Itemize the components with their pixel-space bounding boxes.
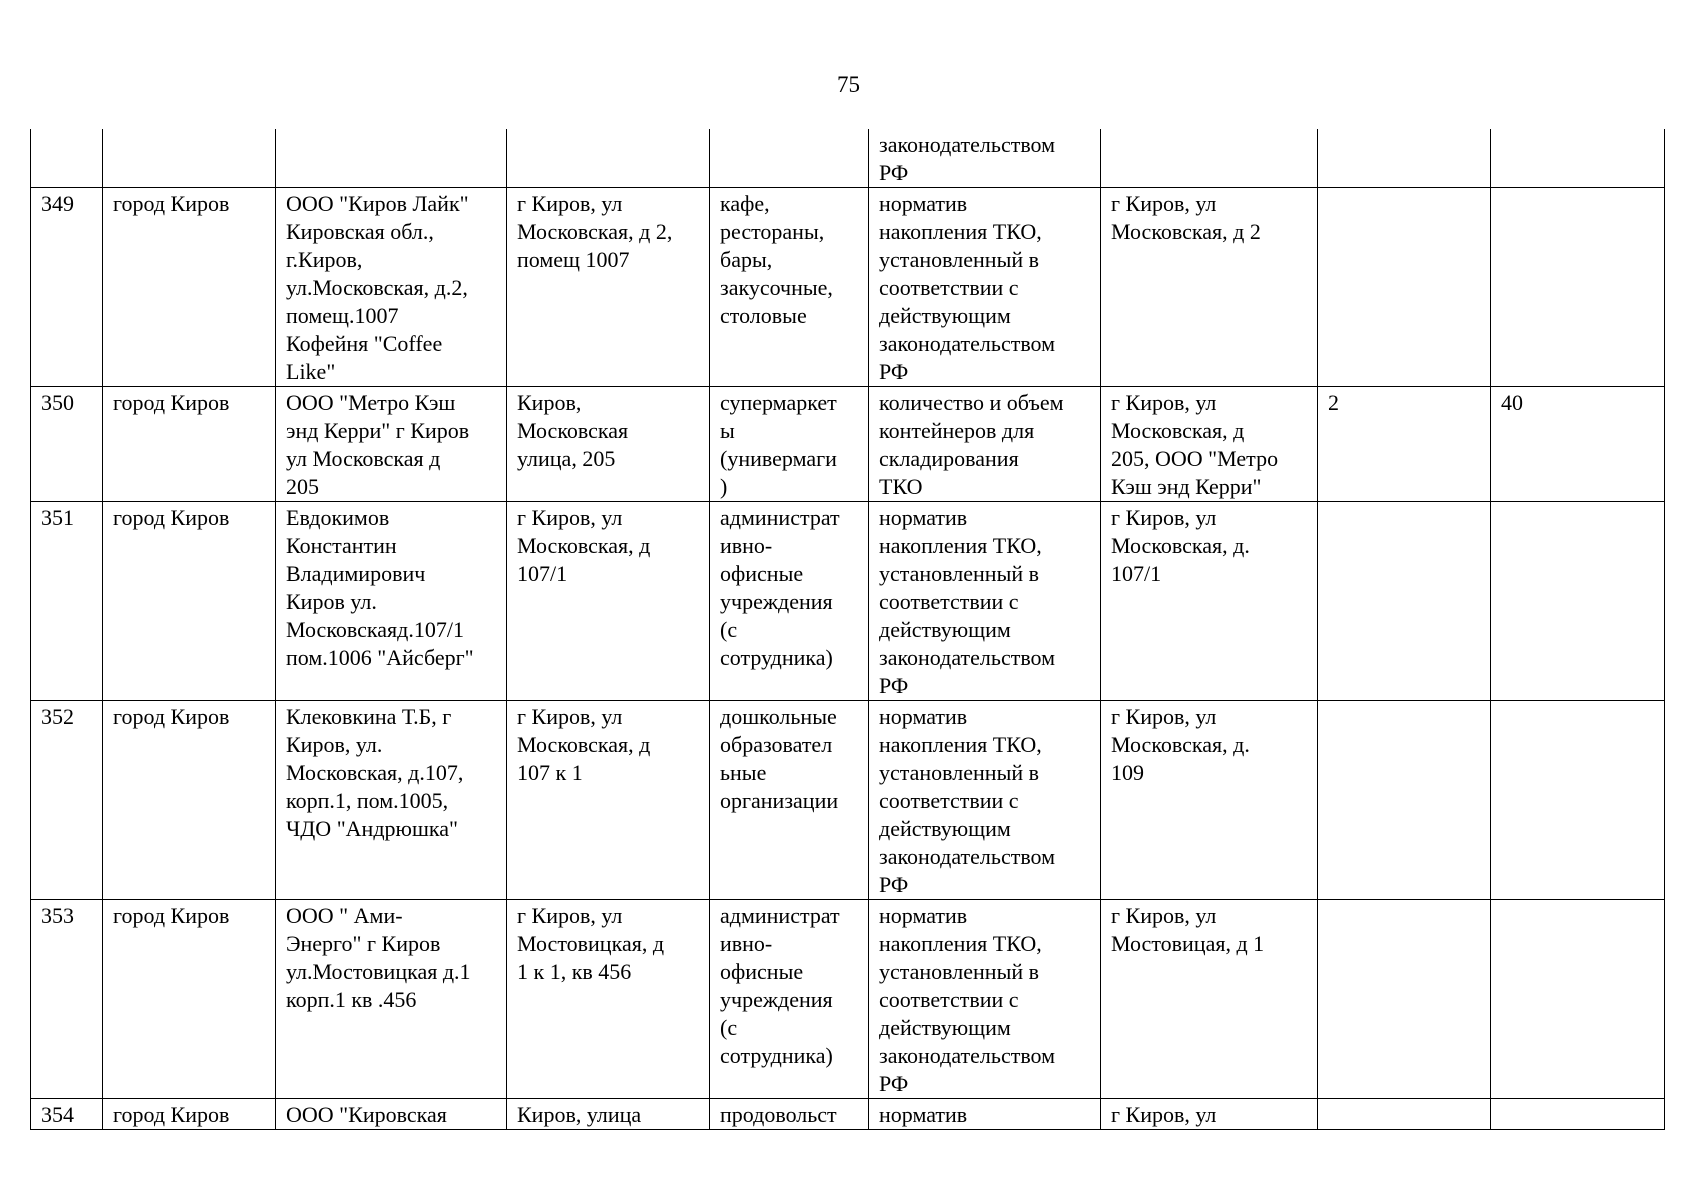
table-row bbox=[31, 701, 1665, 900]
cell-site bbox=[1101, 129, 1318, 188]
cell-method: норматив накопления ТКО, установленный в соответствии с действующим законодательством РФ bbox=[869, 502, 1101, 701]
cell-volume bbox=[1491, 900, 1665, 1099]
cell-site: г Киров, ул Московская, д. 107/1 bbox=[1101, 502, 1318, 701]
cell-containers bbox=[1318, 701, 1491, 900]
cell-category bbox=[710, 129, 869, 188]
cell-settlement: город Киров bbox=[103, 701, 276, 900]
cell-containers bbox=[1318, 502, 1491, 701]
cell-organization bbox=[276, 129, 507, 188]
cell-no: 353 bbox=[31, 900, 103, 1099]
cell-no: 349 bbox=[31, 188, 103, 387]
cell-category: супермаркет ы (универмаги ) bbox=[710, 387, 869, 502]
cell-volume bbox=[1491, 502, 1665, 701]
cell-organization: ООО "Кировская bbox=[276, 1099, 507, 1130]
cell-site: г Киров, ул Московская, д 205, ООО "Метро Кэш энд Керри" bbox=[1101, 387, 1318, 502]
cell-category: администрат ивно- офисные учреждения (с сотрудника) bbox=[710, 502, 869, 701]
cell-volume bbox=[1491, 188, 1665, 387]
cell-method: норматив накопления ТКО, установленный в соответствии с действующим законодательством РФ bbox=[869, 900, 1101, 1099]
cell-organization: ООО "Киров Лайк" Кировская обл., г.Киров, ул.Московская, д.2, помещ.1007 Кофейня "Coffee Like" bbox=[276, 188, 507, 387]
cell-organization: Евдокимов Константин Владимирович Киров ул. Московскаяд.107/1 пом.1006 "Айсберг" bbox=[276, 502, 507, 701]
cell-site: г Киров, ул Мостовицая, д 1 bbox=[1101, 900, 1318, 1099]
cell-no: 354 bbox=[31, 1099, 103, 1130]
cell-no: 351 bbox=[31, 502, 103, 701]
cell-organization: ООО "Метро Кэш энд Керри" г Киров ул Московская д 205 bbox=[276, 387, 507, 502]
cell-method: норматив bbox=[869, 1099, 1101, 1130]
cell-settlement: город Киров bbox=[103, 502, 276, 701]
cell-containers bbox=[1318, 900, 1491, 1099]
registry-table bbox=[30, 129, 1665, 1130]
cell-method: законодательством РФ bbox=[869, 129, 1101, 188]
table-row bbox=[31, 900, 1665, 1099]
cell-settlement bbox=[103, 129, 276, 188]
cell-containers bbox=[1318, 188, 1491, 387]
cell-address: г Киров, ул Московская, д 107 к 1 bbox=[507, 701, 710, 900]
cell-site: г Киров, ул bbox=[1101, 1099, 1318, 1130]
cell-organization: Клековкина Т.Б, г Киров, ул. Московская, д.107, корп.1, пом.1005, ЧДО "Андрюшка" bbox=[276, 701, 507, 900]
cell-organization: ООО " Ами- Энерго" г Киров ул.Мостовицкая д.1 корп.1 кв .456 bbox=[276, 900, 507, 1099]
table-row bbox=[31, 502, 1665, 701]
cell-volume bbox=[1491, 129, 1665, 188]
cell-settlement: город Киров bbox=[103, 900, 276, 1099]
cell-category: кафе, рестораны, бары, закусочные, столовые bbox=[710, 188, 869, 387]
cell-settlement: город Киров bbox=[103, 1099, 276, 1130]
cell-volume bbox=[1491, 1099, 1665, 1130]
cell-address: Киров, Московская улица, 205 bbox=[507, 387, 710, 502]
cell-category: продовольст bbox=[710, 1099, 869, 1130]
cell-settlement: город Киров bbox=[103, 387, 276, 502]
table-row bbox=[31, 1099, 1665, 1130]
cell-no: 350 bbox=[31, 387, 103, 502]
cell-address: г Киров, ул Московская, д 2, помещ 1007 bbox=[507, 188, 710, 387]
cell-settlement: город Киров bbox=[103, 188, 276, 387]
cell-containers bbox=[1318, 129, 1491, 188]
cell-volume bbox=[1491, 701, 1665, 900]
cell-address: г Киров, ул Мостовицкая, д 1 к 1, кв 456 bbox=[507, 900, 710, 1099]
cell-containers: 2 bbox=[1318, 387, 1491, 502]
cell-containers bbox=[1318, 1099, 1491, 1130]
cell-address: Киров, улица bbox=[507, 1099, 710, 1130]
cell-site: г Киров, ул Московская, д 2 bbox=[1101, 188, 1318, 387]
cell-no bbox=[31, 129, 103, 188]
cell-method: норматив накопления ТКО, установленный в соответствии с действующим законодательством РФ bbox=[869, 188, 1101, 387]
cell-address: г Киров, ул Московская, д 107/1 bbox=[507, 502, 710, 701]
cell-method: норматив накопления ТКО, установленный в соответствии с действующим законодательством РФ bbox=[869, 701, 1101, 900]
cell-site: г Киров, ул Московская, д. 109 bbox=[1101, 701, 1318, 900]
cell-no: 352 bbox=[31, 701, 103, 900]
cell-method: количество и объем контейнеров для складирования ТКО bbox=[869, 387, 1101, 502]
page-number: 75 bbox=[837, 72, 860, 97]
cell-volume: 40 bbox=[1491, 387, 1665, 502]
table-row bbox=[31, 188, 1665, 387]
cell-address bbox=[507, 129, 710, 188]
table-row bbox=[31, 129, 1665, 188]
cell-category: дошкольные образовател ьные организации bbox=[710, 701, 869, 900]
table-row bbox=[31, 387, 1665, 502]
cell-category: администрат ивно- офисные учреждения (с сотрудника) bbox=[710, 900, 869, 1099]
